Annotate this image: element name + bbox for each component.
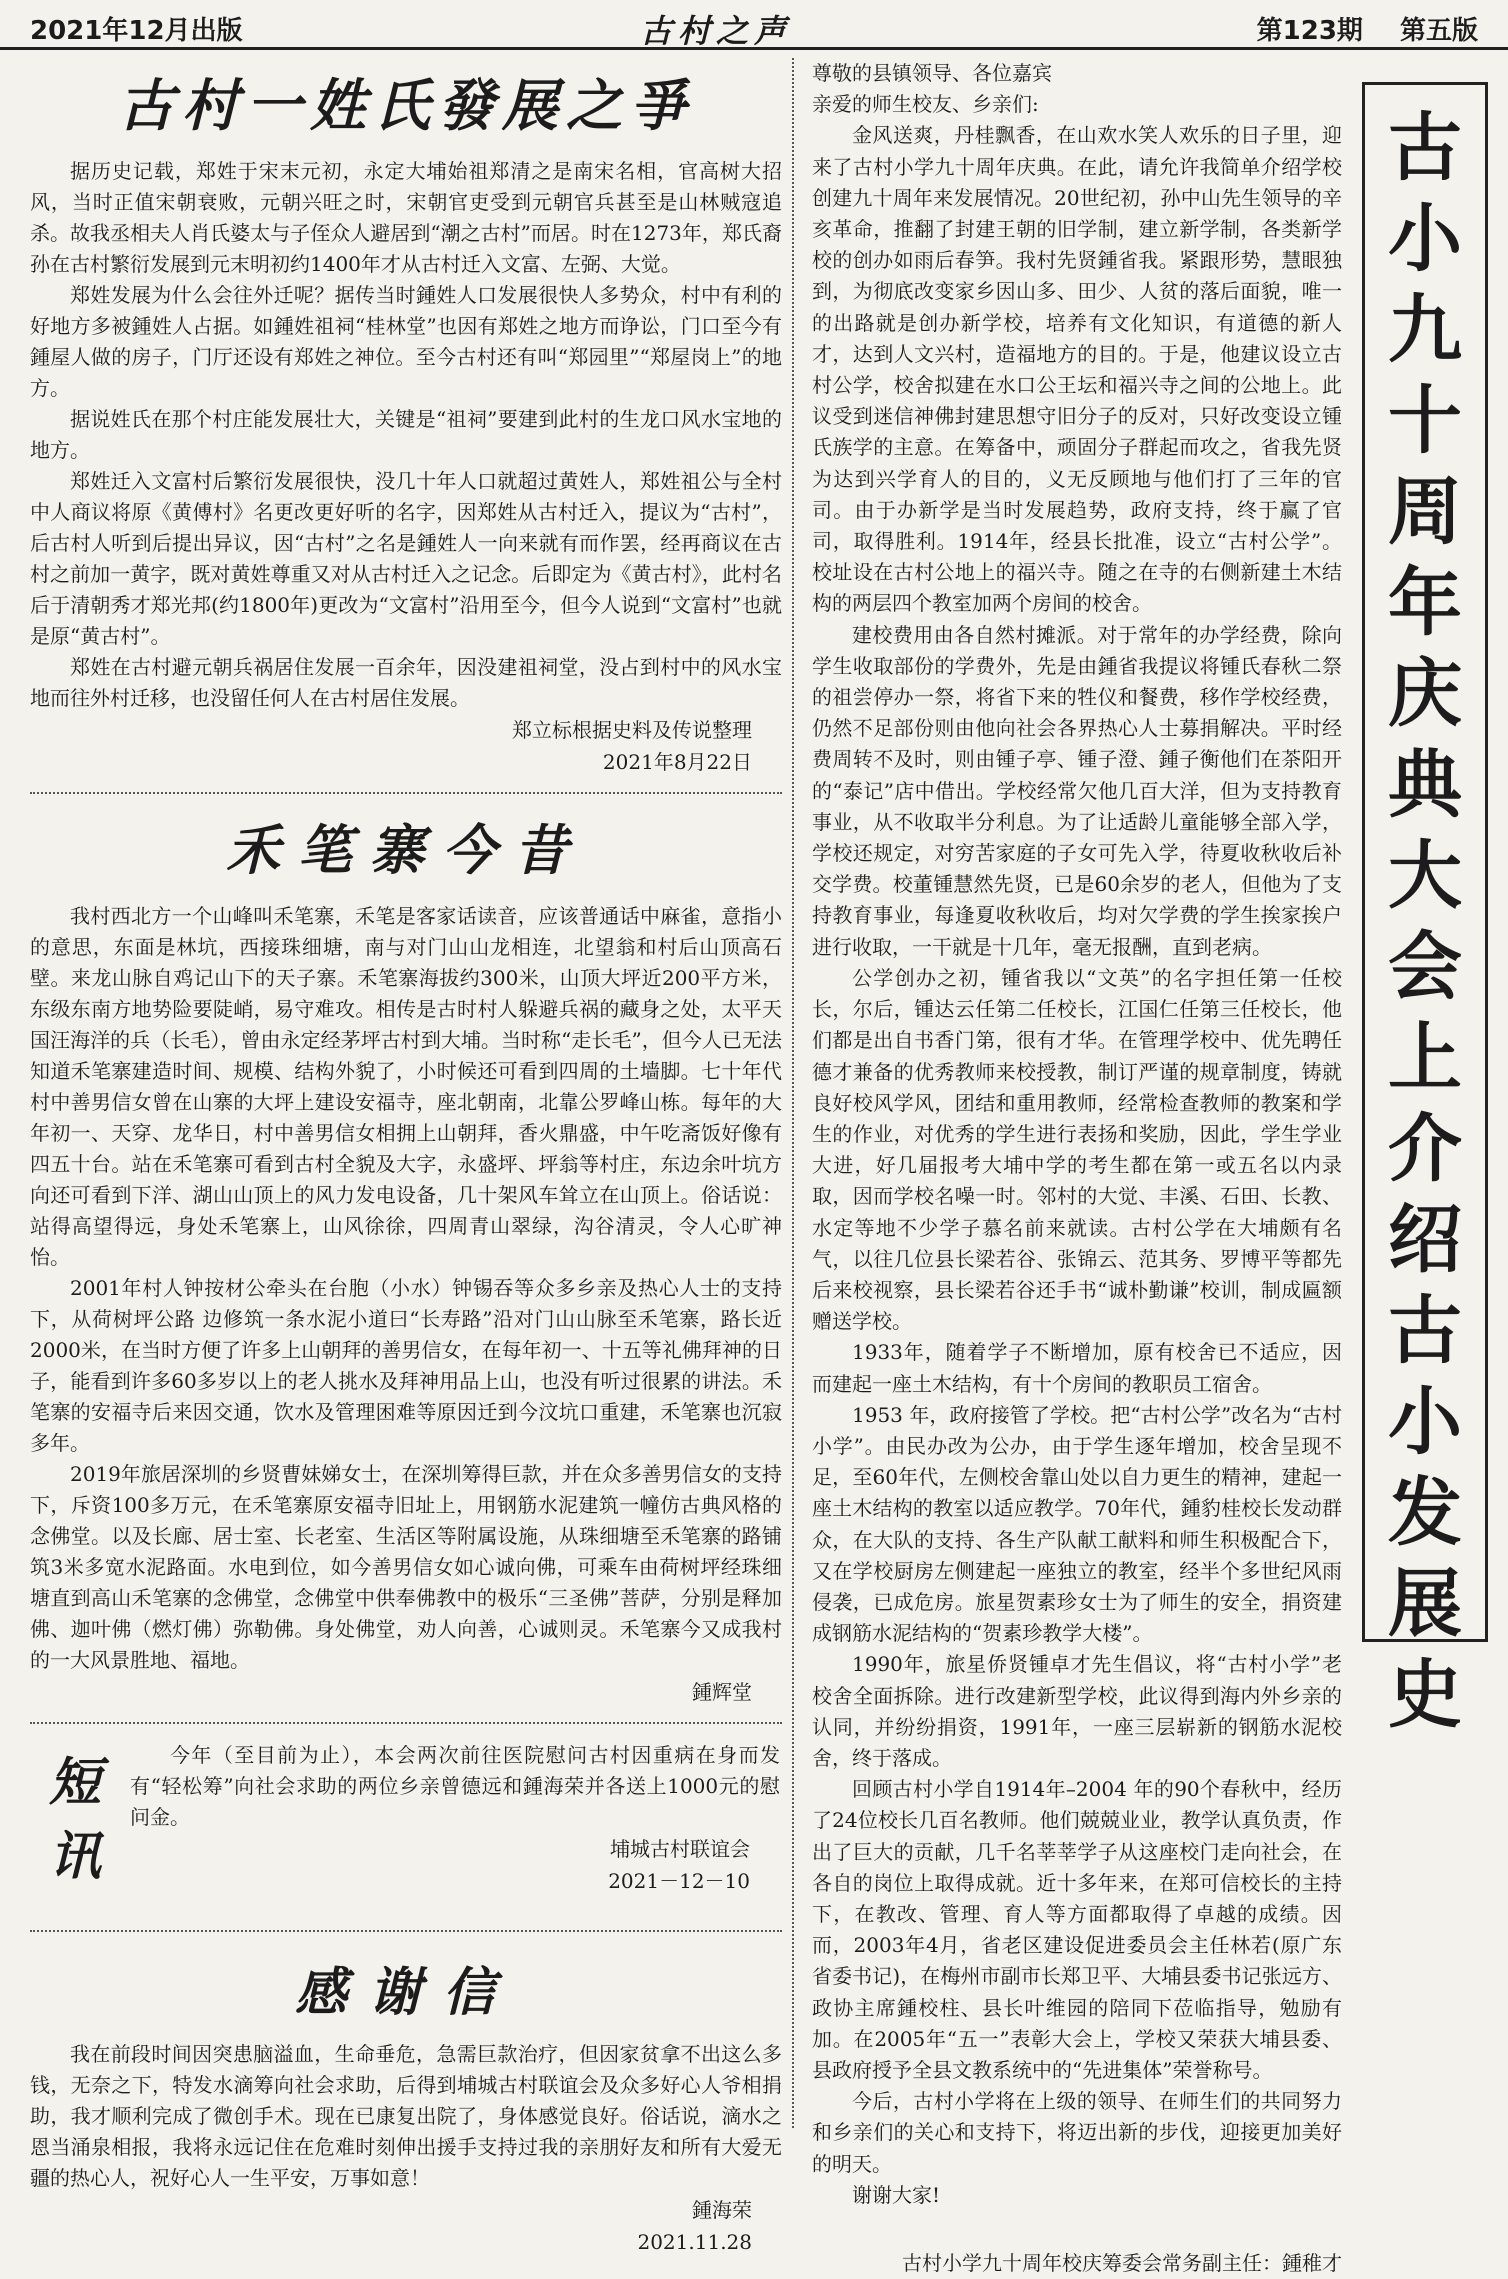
- vertical-title-box: [1362, 82, 1488, 1738]
- section-divider: [30, 1930, 782, 1932]
- vertical-title-char: 古: [1388, 105, 1462, 191]
- vertical-title-char: 绍: [1388, 1197, 1462, 1283]
- paragraph: 建校费用由各自然村摊派。对于常年的办学经费，除向学生收取部份的学费外，先是由鍾省我提议将锺氏春秋二祭的祖尝停办一祭，将省下来的牲仪和餐费，移作学校经费，仍然不足部份则由他向社会各界热心人士募捐解决。平时经费周转不及时，则由锺子亭、锺子澄、鍾子衡他们在茶阳开的“泰记”店中借出。学校经常欠他几百大洋，但为支持教育事业，从不收取半分利息。为了让适龄儿童能够全部入学，学校还规定，对穷苦家庭的子女可先入学，待夏收秋收后补交学费。校董锺慧然先贤，已是60余岁的老人，但他为了支持教育事业，每逢夏收秋收后，均对欠学费的学生挨家挨户进行收取，一干就是十几年，毫无报酬，直到老病。: [812, 622, 1342, 959]
- vertical-title-char: 大: [1388, 833, 1462, 919]
- brief-date: 2021－12－10: [608, 1869, 750, 1893]
- issue-date: 2021年12月出版: [30, 16, 243, 46]
- vertical-title-char: 九: [1388, 287, 1462, 373]
- article-thank-you: [30, 1950, 782, 2258]
- paragraph: 我在前段时间因突患脑溢血，生命垂危，急需巨款治疗，但因家贫拿不出这么多钱，无奈之下，特发水滴筹向社会求助，后得到埔城古村联谊会及众多好心人爷相捐助，我才顺利完成了微创手术。现在已康复出院了，身体感觉良好。俗话说，滴水之恩当涌泉相报，我将永远记住在危难时刻伸出援手支持过我的亲朋好友和所有大爱无疆的热心人，祝好心人一生平安，万事如意！: [30, 2042, 782, 2190]
- paragraph: 1990年，旅星侨贤锺卓才先生倡议，将“古村小学”老校舍全面拆除。进行改建新型学校，此议得到海内外乡亲的认同，并纷纷捐资，1991年，一座三层崭新的钢筋水泥校舍，终于落成。: [812, 1652, 1342, 1770]
- brief-author: 埔城古村联谊会: [610, 1837, 750, 1861]
- article-author: 鍾辉堂: [692, 1680, 752, 1704]
- vertical-title-char: 典: [1388, 742, 1462, 828]
- speech-greeting: 尊敬的县镇领导、各位嘉宾: [812, 61, 1052, 85]
- paragraph: 郑姓在古村避元朝兵祸居住发展一百余年，因没建祖祠堂，没占到村中的风水宝地而往外村迁移，也没留任何人在古村居住发展。: [30, 655, 782, 710]
- paragraph: 谢谢大家!: [852, 2182, 941, 2207]
- paragraph: 据历史记载，郑姓于宋末元初，永定大埔始祖郑清之是南宋名相，官高树大招风，当时正值宋朝衰败，元朝兴旺之时，宋朝官吏受到元朝官兵甚至是山林贼寇追杀。故我丞相夫人肖氏婆太与子侄众人避居到“潮之古村”而居。时在1273年，郑氏裔孙在古村繁衍发展到元末明初约1400年才从古村迁入文富、左弼、大觉。: [30, 159, 782, 276]
- paragraph: 郑姓迁入文富村后繁衍发展很快，没几十年人口就超过黄姓人，郑姓祖公与全村中人商议将原《黄傅村》名更改更好听的名字，因郑姓从古村迁入，提议为“古村”，后古村人听到后提出异议，因“古村”之名是鍾姓人一向来就有而作罢，经再商议在古村之前加一黄字，既对黄姓尊重又对从古村迁入之记念。后即定为《黄古村》，此村名后于清朝秀才郑光邦(约1800年)更改为“文富村”沿用至今，但今人说到“文富村”也就是原“黄古村”。: [30, 469, 782, 648]
- vertical-title-char: 周: [1388, 469, 1462, 555]
- speech-greeting: 亲爱的师生校友、乡亲们:: [812, 92, 1039, 117]
- brief-news: [30, 1738, 782, 1916]
- paragraph: 1953 年，政府接管了学校。把“古村公学”改名为“古村小学”。由民办改为公办，由于学生逐年增加，校舍呈现不足，至60年代，左侧校舍靠山处以自力更生的精神，建起一座土木结构的教室以适应教学。70年代，鍾豹桂校长发动群众，在大队的支持、各生产队献工献料和师生积极配合下，又在学校厨房左侧建起一座独立的教室，经半个多世纪风雨侵袭，已成危房。旅星贺素珍女士为了师生的安全，捐资建成钢筋水泥结构的“贺素珍教学大楼”。: [812, 1402, 1342, 1646]
- article-author: 郑立标根据史料及传说整理: [512, 718, 752, 742]
- paragraph: 今后，古村小学将在上级的领导、在师生们的共同努力和乡亲们的关心和支持下，将迈出新的步伐，迎接更加美好的明天。: [812, 2089, 1342, 2176]
- vertical-title-char: 史: [1388, 1652, 1462, 1738]
- vertical-title-char: 介: [1388, 1106, 1462, 1192]
- paragraph: 回顾古村小学自1914年–2004 年的90个春秋中，经历了24位校长几百名教师。他们兢兢业业，教学认真负责，作出了巨大的贡献，几千名莘莘学子从这座校门走向社会，在各自的岗位上取得成就。近十多年来，在郑可信校长的主持下，在教改、管理、育人等方面都取得了卓越的成绩。因而，2003年4月，省老区建设促进委员会主任林若(原广东省委书记)，在梅州市副市长郑卫平、大埔县委书记张远方、政协主席鍾校柱、县长叶维园的陪同下莅临指导，勉励有加。在2005年“五一”表彰大会上，学校又荣获大埔县委、县政府授予全县文教系统中的“先进集体”荣誉称号。: [812, 1777, 1342, 2082]
- paragraph: 公学创办之初，锺省我以“文英”的名字担任第一任校长，尔后，锺达云任第二任校长，江国仁任第三任校长，他们都是出自书香门第，很有才华。在管理学校中、优先聘任德才兼备的优秀教师来校授教，制订严谨的规章制度，铸就良好校风学风，团结和重用教师，经常检查教师的教案和学生的作业，对优秀的学生进行表扬和奖励，因此，学生学业大进，好几届报考大埔中学的考生都在第一或五名以内录取，因而学校名噪一时。邻村的大觉、丰溪、石田、长教、水定等地不少学子慕名前来就读。古村公学在大埔颇有名气，以往几位县长梁若谷、张锦云、范其务、罗博平等都先后来校视察，县长梁若谷还手书“诚朴勤谦”校训，制成匾额赠送学校。: [812, 965, 1342, 1334]
- speech-author: 古村小学九十周年校庆筹委会常务副主任：鍾稚才: [902, 2251, 1342, 2276]
- vertical-title-char: 展: [1388, 1561, 1462, 1647]
- vertical-title-char: 十: [1388, 378, 1462, 464]
- article-title: 感谢信: [294, 1962, 517, 2023]
- paper-name: 古村之声: [640, 12, 793, 50]
- left-column: [30, 58, 782, 2254]
- section-divider: [30, 792, 782, 794]
- vertical-title-char: 会: [1388, 924, 1462, 1010]
- vertical-title-char: 上: [1388, 1015, 1462, 1101]
- vertical-title: [1365, 103, 1485, 1741]
- paragraph: 1933年，随着学子不断增加，原有校舍已不适应，因而建起一座土木结构，有十个房间的教职员工宿舍。: [812, 1340, 1342, 1396]
- speech-column: [812, 58, 1342, 2276]
- article-title: 古村一姓氏發展之爭: [118, 73, 694, 139]
- section-divider: [30, 1722, 782, 1724]
- column-divider: [792, 58, 794, 2128]
- vertical-title-char: 古: [1388, 1288, 1462, 1374]
- vertical-title-char: 年: [1388, 560, 1462, 646]
- article-hebizhai: [30, 808, 782, 1708]
- paragraph: 郑姓发展为什么会往外迁呢？据传当时鍾姓人口发展很快人多势众，村中有利的好地方多被鍾姓人占据。如鍾姓祖祠“桂林堂”也因有郑姓之地方而诤讼，门口至今有鍾屋人做的房子，门厅还设有郑姓之神位。至今古村还有叫“郑园里”“郑屋岗上”的地方。: [30, 283, 782, 400]
- vertical-title-char: 小: [1388, 1379, 1462, 1465]
- article-author: 鍾海荣: [692, 2198, 752, 2222]
- article-date: 2021年8月22日: [602, 750, 752, 774]
- paragraph: 据说姓氏在那个村庄能发展壮大，关键是“祖祠”要建到此村的生龙口风水宝地的地方。: [30, 407, 782, 462]
- brief-label: 短 讯: [48, 1752, 101, 1887]
- vertical-title-char: 小: [1388, 196, 1462, 282]
- masthead: [0, 0, 1508, 50]
- brief-body: [130, 1740, 780, 1897]
- article-surname-history: [30, 62, 782, 778]
- paragraph: 2019年旅居深圳的乡贤曹妹娣女士，在深圳筹得巨款，并在众多善男信女的支持下，斥资100多万元，在禾笔寨原安福寺旧址上，用钢筋水泥建筑一幢仿古典风格的念佛堂。以及长廊、居士室、长老室、生活区等附属设施，从珠细塘至禾笔寨的路铺筑3米多宽水泥路面。水电到位，如今善男信女如心诚向佛，可乘车由荷树坪经珠细塘直到高山禾笔寨的念佛堂，念佛堂中供奉佛教中的极乐“三圣佛”菩萨，分别是释加佛、迦叶佛（燃灯佛）弥勒佛。身处佛堂，劝人向善，心诚则灵。禾笔寨今又成我村的一大风景胜地、福地。: [30, 1462, 782, 1672]
- vertical-title-char: 发: [1388, 1470, 1462, 1556]
- page-number: 第五版: [1399, 16, 1478, 46]
- paragraph: 2001年村人钟按材公牵头在台胞（小水）钟锡吞等众多乡亲及热心人士的支持下，从荷树坪公路 边修筑一条水泥小道曰“长寿路”沿对门山山脉至禾笔寨，路长近2000米，在当时方便了许多上山朝拜的善男信女，在每年初一、十五等礼佛拜神的日子，能看到许多60多岁以上的老人挑水及拜神用品上山，也没有听过很累的讲法。禾笔寨的安福寺后来因交通，饮水及管理困难等原因迁到今汶坑口重建，禾笔寨也沉寂多年。: [30, 1276, 782, 1455]
- issue-number: 第123期: [1256, 16, 1363, 46]
- issue-info: [1229, 10, 1478, 47]
- brief-text: 今年（至目前为止），本会两次前往医院慰问古村因重病在身而发有“轻松筹”向社会求助的两位乡亲曾德远和鍾海荣并各送上1000元的慰问金。: [130, 1743, 780, 1829]
- paragraph: 金风送爽，丹桂飘香，在山欢水笑人欢乐的日子里，迎来了古村小学九十周年庆典。在此，请允许我简单介绍学校创建九十周年来发展情况。20世纪初，孙中山先生领导的辛亥革命，推翻了封建王朝的旧学制，建立新学制，各类新学校的创办如雨后春笋。我村先贤鍾省我。紧跟形势，慧眼独到，为彻底改变家乡因山多、田少、人贫的落后面貌，唯一的出路就是创办新学校，培养有文化知识，有道德的新人才，达到人文兴村，造福地方的目的。于是，他建议设立古村公学，校舍拟建在水口公王坛和福兴寺之间的公地上。此议受到迷信神佛封建思想守旧分子的反对，只好改变设立锺氏族学的主意。在筹备中，顽固分子群起而攻之，省我先贤为达到兴学育人的目的，义无反顾地与他们打了三年的官司。由于办新学是当时发展趋势，政府支持，终于赢了官司，取得胜利。1914年，经县长批准，设立“古村公学”。校址设在古村公地上的福兴寺。随之在寺的右侧新建土木结构的两层四个教室加两个房间的校舍。: [812, 123, 1342, 616]
- vertical-title-char: 庆: [1388, 651, 1462, 737]
- article-title: 禾笔寨今昔: [226, 818, 586, 882]
- article-date: 2021.11.28: [637, 2230, 752, 2254]
- paragraph: 我村西北方一个山峰叫禾笔寨，禾笔是客家话读音，应该普通话中麻雀，意指小的意思，东面是林坑，西接珠细塘，南与对门山山龙相连，北望翁和村后山顶高石壁。来龙山脉自鸡记山下的天子寨。禾笔寨海拔约300米，山顶大坪近200平方米，东级东南方地势险要陡峭，易守难攻。相传是古时村人躲避兵祸的藏身之处，太平天国汪海洋的兵（长毛），曾由永定经茅坪古村到大埔。当时称“走长毛”，但今人已无法知道禾笔寨建造时间、规模、结构外貌了，小时候还可看到四周的土墙脚。七十年代村中善男信女曾在山寨的大坪上建设安福寺，座北朝南，北靠公罗峰山栋。每年的大年初一、天穿、龙华日，村中善男信女相拥上山朝拜，香火鼎盛，中午吃斋饭好像有四五十台。站在禾笔寨可看到古村全貌及大字，永盛坪、坪翁等村庄，东边余叶坑方向还可看到下洋、湖山山顶上的风力发电设备，几十架风车耸立在山顶上。俗话说：站得高望得远，身处禾笔寨上，山风徐徐，四周青山翠绿，沟谷清灵，令人心旷神怡。: [30, 904, 782, 1269]
